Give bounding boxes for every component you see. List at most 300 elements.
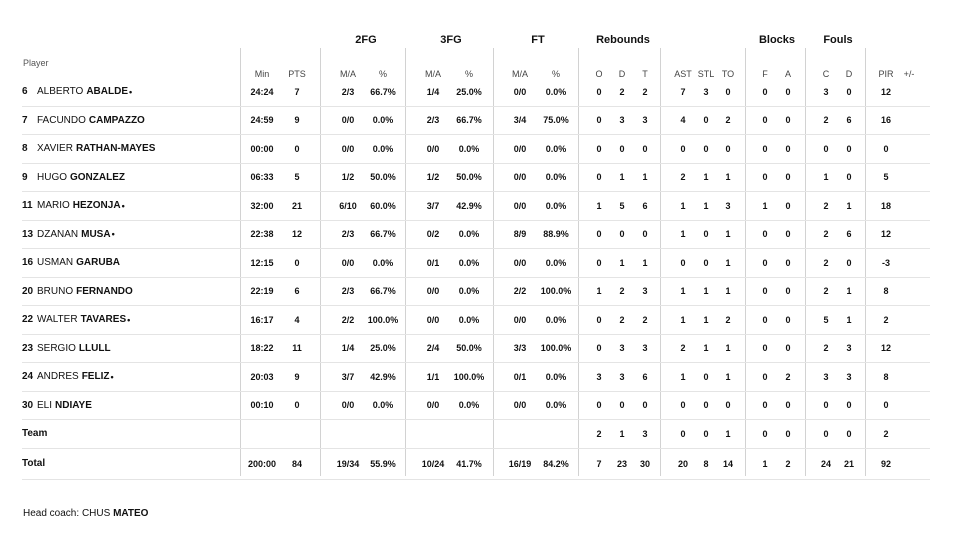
stat-d: 1 [619, 172, 625, 183]
stat-f: 0 [762, 172, 768, 183]
stat-pir: 16 [880, 115, 891, 126]
stat-stl: 1 [703, 286, 709, 297]
player-last-name: GARUBA [76, 257, 121, 269]
stat-pts: 4 [294, 314, 300, 325]
stat-min: 22:38 [250, 229, 274, 240]
stat-o: 2 [596, 428, 602, 439]
stat-a: 0 [785, 172, 791, 183]
stat-ft_pct: 100.0% [540, 286, 572, 297]
player-last-name: LLULL [78, 342, 111, 354]
subheader-pts: PTS [288, 69, 306, 79]
stat-d: 2 [619, 86, 625, 97]
stat-d: 0 [619, 400, 625, 411]
stat-ast: 1 [680, 371, 686, 382]
player-first-name: SERGIO [37, 342, 76, 354]
player-number: 16 [22, 257, 34, 269]
stat-cd: 3 [846, 343, 852, 354]
stat-pm [887, 107, 931, 135]
stat-stl: 1 [703, 314, 709, 325]
starter-marker: • [110, 371, 114, 382]
stat-f: 0 [762, 314, 768, 325]
stat-d: 0 [619, 143, 625, 154]
stat-f: 0 [762, 86, 768, 97]
stat-c: 3 [823, 371, 829, 382]
stat-c: 0 [823, 143, 829, 154]
player-name[interactable] [22, 107, 146, 135]
stat-fg2_pct: 66.7% [370, 229, 396, 240]
stat-ft_ma: 0/1 [513, 371, 527, 382]
stat-f: 0 [762, 371, 768, 382]
stat-ft_ma: 2/2 [513, 286, 527, 297]
player-name[interactable] [22, 363, 114, 391]
stat-fg2_ma: 1/4 [341, 343, 355, 354]
player-last-name: MUSA [81, 228, 111, 240]
stat-to: 1 [725, 229, 731, 240]
stat-fg2_ma: 1/2 [341, 172, 355, 183]
stat-fg2_ma: 2/2 [341, 314, 355, 325]
head-coach-last: MATEO [113, 508, 149, 519]
stat-ft_pct: 84.2% [543, 458, 569, 469]
stat-fg2_ma: 2/3 [341, 86, 355, 97]
stat-pir: 18 [880, 200, 891, 211]
stat-ft_pct: 0.0% [545, 86, 567, 97]
stat-ast: 0 [680, 143, 686, 154]
table-row [22, 192, 930, 221]
stat-o: 0 [596, 343, 602, 354]
stat-fg3_ma: 1/4 [426, 86, 440, 97]
stat-ast: 2 [680, 343, 686, 354]
player-last-name: CAMPAZZO [88, 114, 145, 126]
player-number: 9 [22, 171, 28, 183]
stat-fg3_pct: 0.0% [458, 314, 480, 325]
stat-to: 1 [725, 371, 731, 382]
stat-o: 0 [596, 172, 602, 183]
table-row [22, 335, 930, 364]
stat-ft_ma: 8/9 [513, 229, 527, 240]
player-last-name: NDIAYE [55, 399, 92, 411]
stat-cd: 6 [846, 115, 852, 126]
stat-a: 0 [785, 428, 791, 439]
player-last-name: FERNANDO [76, 285, 133, 297]
stat-f: 0 [762, 257, 768, 268]
stat-stl: 1 [703, 172, 709, 183]
player-number: 6 [22, 86, 28, 98]
stat-pm [887, 78, 931, 106]
stat-a: 0 [785, 286, 791, 297]
stat-fg2_ma: 6/10 [339, 200, 357, 211]
stat-pm [887, 278, 931, 306]
stat-fg2_ma: 2/3 [341, 286, 355, 297]
stat-cd: 0 [846, 257, 852, 268]
stat-t: 2 [642, 86, 648, 97]
stat-fg3_ma: 3/7 [426, 200, 440, 211]
subheader-ast: AST [674, 69, 692, 79]
stat-a: 0 [785, 86, 791, 97]
stat-pts: 6 [294, 286, 300, 297]
stat-a: 0 [785, 343, 791, 354]
starter-marker: • [121, 200, 125, 211]
stat-stl: 0 [703, 400, 709, 411]
stat-pir: 2 [883, 428, 889, 439]
starter-marker: • [129, 86, 133, 97]
stat-fg3_ma: 2/3 [426, 115, 440, 126]
stat-ft_pct: 0.0% [545, 257, 567, 268]
table-row [22, 249, 930, 278]
player-last-name: TAVARES [80, 314, 127, 326]
stat-fg3_pct: 0.0% [458, 400, 480, 411]
stat-a: 0 [785, 200, 791, 211]
stat-pir: 8 [883, 371, 889, 382]
stat-ft_ma: 0/0 [513, 143, 527, 154]
player-name[interactable] [22, 164, 126, 192]
subheader-o: O [595, 69, 603, 79]
stat-cd: 0 [846, 86, 852, 97]
player-number: 11 [22, 200, 33, 212]
stat-c: 3 [823, 86, 829, 97]
player-number: 23 [22, 342, 34, 354]
stat-fg2_ma: 0/0 [341, 143, 355, 154]
stat-o: 7 [596, 458, 602, 469]
stat-o: 0 [596, 229, 602, 240]
stat-o: 0 [596, 115, 602, 126]
stat-pts: 5 [294, 172, 300, 183]
stat-cd: 1 [846, 200, 852, 211]
stat-cd: 0 [846, 172, 852, 183]
stat-fg3_ma: 0/0 [426, 400, 440, 411]
stat-fg3_pct: 42.9% [456, 200, 482, 211]
stat-d: 1 [619, 428, 625, 439]
stat-fg2_pct: 66.7% [370, 86, 396, 97]
stat-f: 0 [762, 143, 768, 154]
stat-pts: 0 [294, 143, 300, 154]
stat-min: 24:59 [250, 115, 274, 126]
stat-cd: 21 [843, 458, 854, 469]
table-row [22, 278, 930, 307]
stat-t: 30 [639, 458, 650, 469]
player-number: 13 [22, 228, 34, 240]
player-first-name: XAVIER [37, 143, 73, 155]
header-rebounds: Rebounds [596, 34, 650, 46]
header-2fg: 2FG [355, 34, 377, 46]
stat-min: 18:22 [250, 343, 274, 354]
stat-pir: 0 [883, 143, 889, 154]
subheader-fg3_pct: % [464, 69, 473, 79]
player-first-name: DZANAN [37, 228, 79, 240]
stat-c: 2 [823, 257, 829, 268]
stat-fg3_pct: 50.0% [456, 172, 482, 183]
stat-min: 24:24 [250, 86, 274, 97]
stat-pir: 0 [883, 400, 889, 411]
stat-to: 1 [725, 428, 731, 439]
stat-c: 2 [823, 343, 829, 354]
stat-c: 2 [823, 286, 829, 297]
stat-o: 1 [596, 200, 602, 211]
stat-ast: 0 [680, 400, 686, 411]
stat-fg2_pct: 0.0% [372, 143, 394, 154]
stat-ft_pct: 0.0% [545, 314, 567, 325]
table-row [22, 107, 930, 136]
stat-pir: 92 [880, 458, 891, 469]
subheader-fg2_pct: % [378, 69, 387, 79]
stat-fg3_pct: 0.0% [458, 143, 480, 154]
player-number: 22 [22, 314, 34, 326]
subheader-stl: STL [697, 69, 715, 79]
player-name[interactable] [22, 192, 125, 220]
stat-fg2_pct: 100.0% [367, 314, 399, 325]
stat-ft_pct: 0.0% [545, 172, 567, 183]
stat-pts: 11 [292, 343, 302, 354]
stat-fg3_ma: 1/1 [426, 371, 440, 382]
stat-fg2_pct: 0.0% [372, 115, 394, 126]
stat-c: 24 [820, 458, 831, 469]
stat-ft_pct: 0.0% [545, 400, 567, 411]
table-row [22, 221, 930, 250]
stat-min: 32:00 [250, 200, 274, 211]
subheader-ft_ma: M/A [511, 69, 528, 79]
stat-a: 2 [785, 458, 791, 469]
stat-ft_pct: 75.0% [543, 115, 569, 126]
stat-min: 12:15 [250, 257, 274, 268]
stat-pts: 12 [291, 229, 302, 240]
stat-pts: 0 [294, 400, 300, 411]
player-first-name: WALTER [37, 314, 78, 326]
header-3fg: 3FG [440, 34, 462, 46]
table-row [22, 392, 930, 421]
stat-cd: 1 [846, 286, 852, 297]
stat-c: 0 [823, 428, 829, 439]
stat-to: 14 [722, 458, 733, 469]
stat-pir: -3 [881, 257, 890, 268]
stat-c: 1 [823, 172, 829, 183]
header-blocks: Blocks [758, 34, 796, 46]
stat-ast: 4 [680, 115, 686, 126]
stat-t: 3 [642, 343, 648, 354]
stat-fg3_ma: 10/24 [421, 458, 445, 469]
player-first-name: ALBERTO [37, 86, 84, 98]
stat-pts: 9 [294, 115, 300, 126]
stat-f: 0 [762, 229, 768, 240]
stat-pm [887, 192, 931, 220]
player-name[interactable] [22, 392, 93, 420]
stat-to: 0 [725, 143, 731, 154]
stat-stl: 1 [703, 343, 709, 354]
team-label: Team [22, 428, 48, 440]
stat-min: 200:00 [247, 458, 277, 469]
stat-pir: 12 [880, 343, 891, 354]
stat-fg3_pct: 66.7% [456, 115, 482, 126]
stat-ft_ma: 0/0 [513, 200, 527, 211]
player-name[interactable] [22, 278, 134, 306]
stat-to: 1 [725, 343, 731, 354]
stat-fg2_pct: 42.9% [370, 371, 396, 382]
stat-pm [887, 249, 931, 277]
stat-a: 0 [785, 257, 791, 268]
stat-o: 0 [596, 257, 602, 268]
stat-min: 16:17 [250, 314, 274, 325]
stat-fg3_ma: 0/2 [426, 229, 440, 240]
stat-d: 0 [619, 229, 625, 240]
stat-o: 0 [596, 143, 602, 154]
stat-pir: 2 [883, 314, 889, 325]
stat-fg2_pct: 66.7% [370, 286, 396, 297]
stat-ft_pct: 88.9% [543, 229, 569, 240]
stat-ast: 2 [680, 172, 686, 183]
player-number: 7 [22, 114, 28, 126]
player-name[interactable] [22, 249, 121, 277]
stat-fg3_ma: 0/0 [426, 143, 440, 154]
stat-fg2_pct: 50.0% [370, 172, 396, 183]
stat-stl: 0 [703, 257, 709, 268]
stat-stl: 8 [703, 458, 709, 469]
stat-f: 0 [762, 428, 768, 439]
stat-fg2_pct: 60.0% [370, 200, 396, 211]
stat-fg3_pct: 100.0% [453, 371, 485, 382]
header-fouls: Fouls [823, 34, 853, 46]
stat-fg2_ma: 2/3 [341, 229, 355, 240]
stat-f: 1 [762, 200, 768, 211]
stat-fg2_ma: 0/0 [341, 400, 355, 411]
stat-o: 3 [596, 371, 602, 382]
subheader-c: C [822, 69, 830, 79]
stat-fg2_pct: 25.0% [370, 343, 396, 354]
stat-t: 0 [642, 400, 648, 411]
stat-stl: 1 [703, 200, 709, 211]
table-row [22, 164, 930, 193]
header-player: Player [23, 58, 49, 68]
stat-t: 0 [642, 229, 648, 240]
player-name[interactable] [22, 221, 115, 249]
stat-min: 20:03 [250, 371, 274, 382]
stat-ast: 1 [680, 229, 686, 240]
stat-stl: 0 [703, 115, 709, 126]
subheader-cd: D [845, 69, 853, 79]
stat-ast: 1 [680, 314, 686, 325]
stat-fg2_pct: 0.0% [372, 400, 394, 411]
stat-t: 2 [642, 314, 648, 325]
table-row [22, 135, 930, 164]
stat-pts: 7 [294, 86, 300, 97]
stat-pts: 0 [294, 257, 300, 268]
starter-marker: • [111, 229, 115, 240]
stat-ft_ma: 0/0 [513, 257, 527, 268]
stat-t: 0 [642, 143, 648, 154]
stat-min: 00:00 [250, 143, 274, 154]
table-row [22, 306, 930, 335]
stat-stl: 0 [703, 428, 709, 439]
stat-f: 0 [762, 343, 768, 354]
stat-stl: 3 [703, 86, 709, 97]
total-row [22, 449, 930, 480]
stat-fg2_ma: 3/7 [341, 371, 355, 382]
head-coach-label: Head coach: [23, 508, 80, 519]
stat-pm [887, 363, 931, 391]
stat-pm [887, 221, 931, 249]
table-row [22, 363, 930, 392]
subheader-min: Min [254, 69, 270, 79]
player-first-name: BRUNO [37, 285, 74, 297]
stat-a: 2 [785, 371, 791, 382]
stat-to: 1 [725, 286, 731, 297]
stat-cd: 1 [846, 314, 852, 325]
stat-a: 0 [785, 143, 791, 154]
stat-fg2_ma: 19/34 [336, 458, 360, 469]
stat-pts: 84 [291, 458, 302, 469]
stat-t: 6 [642, 371, 648, 382]
stat-d: 3 [619, 343, 625, 354]
stat-to: 2 [725, 115, 731, 126]
header-ft: FT [531, 34, 545, 46]
stat-to: 1 [725, 172, 731, 183]
stat-cd: 0 [846, 143, 852, 154]
total-label: Total [22, 458, 46, 469]
stat-ast: 0 [680, 428, 686, 439]
stat-ft_ma: 0/0 [513, 86, 527, 97]
stat-fg3_pct: 41.7% [456, 458, 482, 469]
subheader-d: D [618, 69, 626, 79]
stat-ft_pct: 0.0% [545, 143, 567, 154]
stat-ft_ma: 0/0 [513, 172, 527, 183]
stat-f: 0 [762, 400, 768, 411]
stat-fg2_ma: 0/0 [341, 257, 355, 268]
player-first-name: ANDRES [37, 371, 79, 383]
stat-t: 1 [642, 257, 648, 268]
stat-t: 3 [642, 115, 648, 126]
player-name[interactable] [22, 78, 132, 106]
head-coach [23, 508, 148, 519]
stat-pm [887, 135, 931, 163]
stat-fg3_ma: 0/1 [426, 257, 440, 268]
stat-ast: 0 [680, 257, 686, 268]
stat-d: 23 [616, 458, 627, 469]
subheader-fg2_ma: M/A [339, 69, 356, 79]
stat-pts: 21 [291, 200, 302, 211]
subheader-fg3_ma: M/A [424, 69, 441, 79]
stat-stl: 0 [703, 371, 709, 382]
stat-pir: 5 [883, 172, 889, 183]
subheader-to: TO [721, 69, 735, 79]
stat-ft_ma: 0/0 [513, 314, 527, 325]
stat-ast: 7 [680, 86, 686, 97]
player-name[interactable] [22, 306, 130, 334]
subheader-t: T [642, 69, 648, 79]
stat-f: 0 [762, 286, 768, 297]
stat-to: 1 [725, 257, 731, 268]
stat-fg3_ma: 2/4 [426, 343, 440, 354]
stat-fg3_pct: 0.0% [458, 229, 480, 240]
stat-fg2_pct: 55.9% [370, 458, 396, 469]
player-first-name: HUGO [37, 171, 67, 183]
stat-min: 22:19 [250, 286, 274, 297]
stat-fg2_pct: 0.0% [372, 257, 394, 268]
stat-o: 0 [596, 314, 602, 325]
stat-ast: 1 [680, 200, 686, 211]
stat-to: 3 [725, 200, 731, 211]
player-name[interactable] [22, 335, 112, 363]
stat-o: 0 [596, 400, 602, 411]
subheader-ft_pct: % [551, 69, 560, 79]
player-number: 20 [22, 285, 34, 297]
head-coach-first: CHUS [81, 508, 111, 519]
stat-ft_ma: 3/3 [513, 343, 527, 354]
player-name[interactable] [22, 135, 156, 163]
stat-min: 06:33 [250, 172, 274, 183]
player-number: 24 [22, 371, 34, 383]
stat-pm [887, 306, 931, 334]
stat-o: 1 [596, 286, 602, 297]
stat-to: 0 [725, 400, 731, 411]
subheader-pir: PIR [878, 69, 894, 79]
stat-pir: 8 [883, 286, 889, 297]
